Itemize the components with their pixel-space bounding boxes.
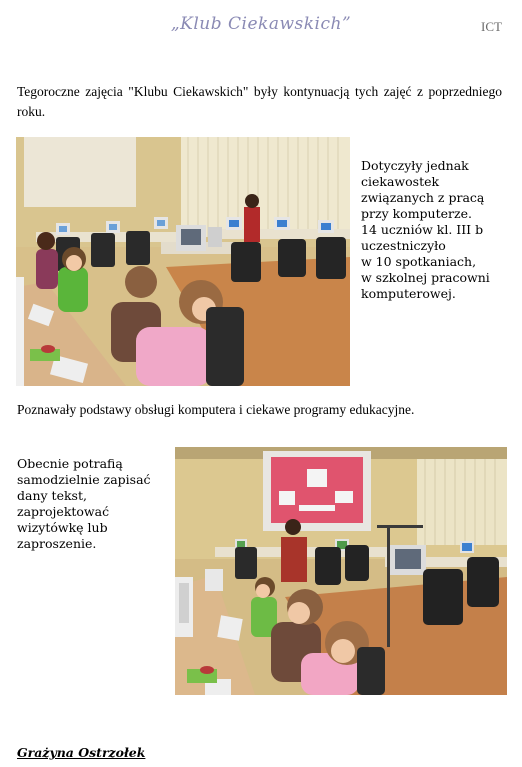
classroom-photo-1 [16, 137, 350, 386]
page-title: „Klub Ciekawskich” [170, 14, 352, 34]
paragraph-skills: Obecnie potrafią samodzielnie zapisać dany tekst, zaprojektować wizytówkę lub zaproszenie. [17, 456, 151, 551]
author-signature: Grażyna Ostrzołek [17, 745, 146, 760]
classroom-photo-2 [175, 447, 507, 695]
middle-paragraph: Poznawały podstawy obsługi komputera i ciekawe programy edukacyjne. [17, 402, 415, 417]
intro-paragraph: Tegoroczne zajęcia "Klubu Ciekawskich" były kontynuacją tych zajęć z poprzedniego roku. [17, 84, 502, 119]
paragraph-activities: Dotyczyły jednak ciekawostek związanych z pracą przy komputerze. 14 uczniów kl. III b uczestniczyło w 10 spotkaniach, w szkolnej pracowni komputerowej. [361, 158, 490, 301]
ict-label: ICT [481, 19, 502, 34]
